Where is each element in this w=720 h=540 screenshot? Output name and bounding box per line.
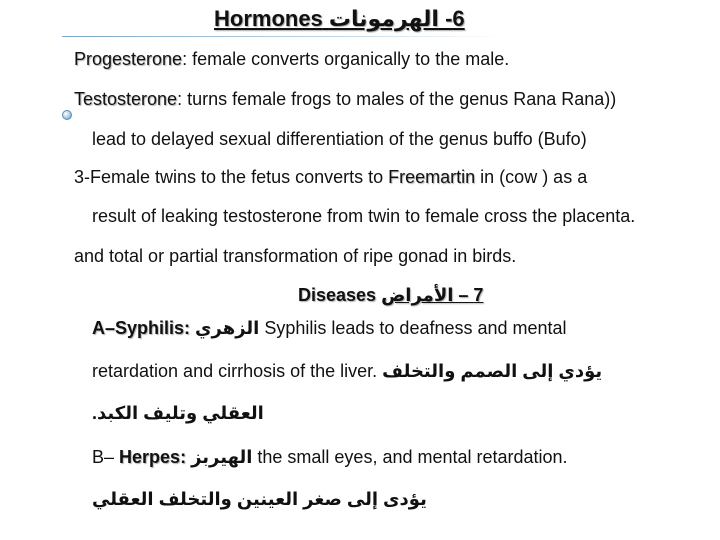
diseases-english: Diseases [298,285,377,305]
herpes-arabic-name: الهيربز [191,447,253,467]
herpes-prefix: B– [92,447,120,467]
syphilis-arabic-name: الزهري [195,318,260,338]
testosterone-line [74,89,616,110]
herpes-line-2: يؤدى إلى صغر العينين والتخلف العقلي [92,489,427,509]
progesterone-term: Progesterone [74,49,183,69]
syphilis-label: A–Syphilis: [92,318,191,338]
herpes-text: the small eyes, and mental retardation. [252,447,568,467]
bullet-icon [62,110,72,120]
testosterone-term: Testosterone [74,89,178,109]
progesterone-text: : female converts organically to the male. [182,49,510,69]
twins-suffix: in (cow ) as a [475,167,588,187]
testosterone-line-2: lead to delayed sexual differentiation of the genus buffo (Bufo) [92,129,587,149]
herpes-line [92,447,568,468]
syphilis-line [92,318,567,339]
syphilis-line-2 [92,361,602,382]
testosterone-text: : turns female frogs to males of the genus Rana Rana)) [177,89,617,109]
twins-line-3: and total or partial transformation of ripe gonad in birds. [74,246,517,266]
title-divider [62,36,502,37]
syphilis-text: Syphilis leads to deafness and mental [259,318,567,338]
herpes-label: Herpes: [119,447,187,467]
diseases-heading [298,285,483,306]
twins-prefix: 3-Female twins to the fetus converts to [74,167,389,187]
progesterone-line [74,49,509,70]
twins-line-2: result of leaking testosterone from twin to female cross the placenta. [92,206,636,226]
syphilis-line2-ar: يؤدي إلى الصمم والتخلف [382,361,603,381]
syphilis-line-3: العقلي وتليف الكبد. [92,403,264,423]
title-english: Hormones [214,6,323,31]
title-arabic: 6- الهرمونات [328,6,465,31]
syphilis-line2-en: retardation and cirrhosis of the liver. [92,361,378,381]
twins-line [74,167,587,188]
freemartin-term: Freemartin [388,167,476,187]
diseases-arabic: 7 – الأمراض [381,285,484,305]
page-title [214,6,465,32]
